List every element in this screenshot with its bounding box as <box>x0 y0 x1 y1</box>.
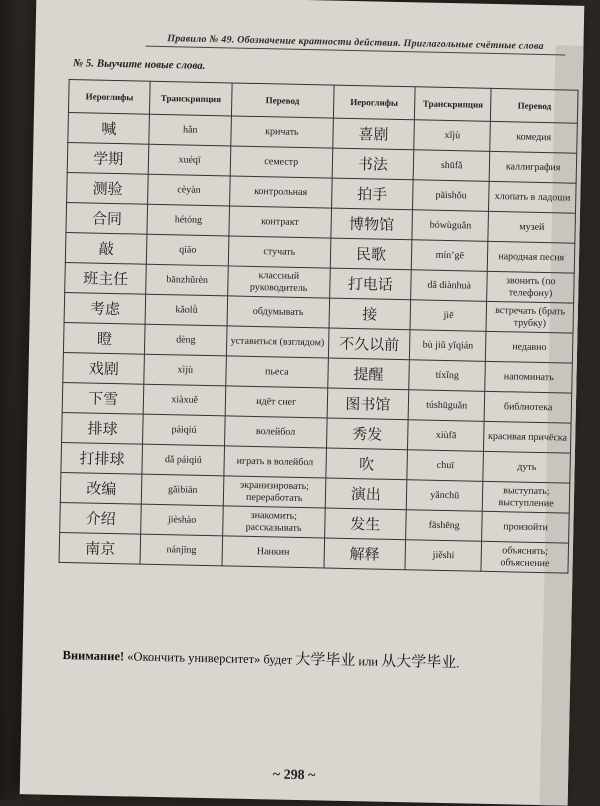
translation-cell: семестр <box>230 146 332 178</box>
hanzi-cell: 测验 <box>67 173 149 205</box>
note-chinese-1: 大学毕业 <box>295 649 356 670</box>
hanzi-cell: 排球 <box>62 412 144 444</box>
hanzi-cell: 敲 <box>65 233 147 265</box>
transcription-cell: jiē <box>410 300 487 332</box>
transcription-cell: xiàxuě <box>144 384 226 416</box>
page-header: Правило № 49. Обозначение кратности действия. Приглагольные счётные слова <box>145 33 565 56</box>
transcription-cell: páiqiú <box>143 414 225 446</box>
attention-note <box>62 643 562 674</box>
translation-cell: выступать; выступление <box>483 481 570 513</box>
transcription-cell: kǎolǜ <box>145 294 227 326</box>
hanzi-cell: 戏剧 <box>63 352 145 384</box>
translation-cell: звонить (по телефону) <box>487 271 574 303</box>
translation-cell: классный руководитель <box>228 266 330 298</box>
hanzi-cell: 合同 <box>66 203 148 235</box>
translation-cell: обдумывать <box>227 296 329 328</box>
hanzi-cell: 发生 <box>324 508 406 540</box>
hanzi-cell: 提醒 <box>327 358 409 390</box>
transcription-cell: tíxǐng <box>409 360 486 392</box>
transcription-cell: hǎn <box>149 114 231 146</box>
translation-cell: волейбол <box>224 416 326 448</box>
hanzi-cell: 解释 <box>324 538 406 570</box>
hanzi-cell: 接 <box>329 298 411 330</box>
attention-label: Внимание! <box>62 648 125 664</box>
translation-cell: играть в волейбол <box>224 446 326 478</box>
transcription-cell: shūfǎ <box>413 150 490 182</box>
hanzi-cell: 博物馆 <box>331 208 413 240</box>
translation-cell: стучать <box>228 236 330 268</box>
transcription-cell: cèyàn <box>148 174 230 206</box>
hanzi-cell: 图书馆 <box>327 388 409 420</box>
transcription-cell: bānzhǔrèn <box>146 264 228 296</box>
translation-cell: недавно <box>486 331 573 363</box>
column-header: Иероглифы <box>68 80 150 115</box>
hanzi-cell: 打电话 <box>329 268 411 300</box>
column-header: Перевод <box>491 88 578 123</box>
transcription-cell: gǎibiān <box>142 474 224 506</box>
translation-cell: идёт снег <box>225 386 327 418</box>
transcription-cell: yǎnchū <box>406 480 483 512</box>
hanzi-cell: 南京 <box>59 532 141 564</box>
hanzi-cell: 班主任 <box>65 263 147 295</box>
translation-cell: народная песня <box>488 241 575 273</box>
hanzi-cell: 下雪 <box>62 382 144 414</box>
translation-cell: контрольная <box>229 176 331 208</box>
hanzi-cell: 喊 <box>68 113 150 145</box>
column-header: Перевод <box>231 83 333 118</box>
column-header: Транскрипция <box>150 81 232 116</box>
translation-cell: каллиграфия <box>490 151 577 183</box>
translation-cell: хлопать в ладоши <box>489 181 576 213</box>
hanzi-cell: 秀发 <box>326 418 408 450</box>
note-or: или <box>355 654 382 669</box>
hanzi-cell: 介绍 <box>60 502 142 534</box>
translation-cell: красивая причёска <box>484 421 571 453</box>
book-page <box>20 0 585 806</box>
translation-cell: напоминать <box>485 361 572 393</box>
note-end: . <box>456 656 460 671</box>
transcription-cell: túshūguǎn <box>408 390 485 422</box>
hanzi-cell: 不久以前 <box>328 328 410 360</box>
hanzi-cell: 瞪 <box>63 323 145 355</box>
transcription-cell: nánjīng <box>140 534 222 566</box>
transcription-cell: jièshào <box>141 504 223 536</box>
transcription-cell: mín’gē <box>411 240 488 272</box>
hanzi-cell: 打排球 <box>61 442 143 474</box>
transcription-cell: bówùguǎn <box>412 210 489 242</box>
column-header: Транскрипция <box>415 87 492 122</box>
transcription-cell: pāishǒu <box>413 180 490 212</box>
note-chinese-2: 从大学毕业 <box>381 651 457 672</box>
translation-cell: библиотека <box>485 391 572 423</box>
hanzi-cell: 喜剧 <box>332 118 414 150</box>
translation-cell: объяснять; объяснение <box>481 541 568 573</box>
hanzi-cell: 学期 <box>67 143 149 175</box>
translation-cell: дуть <box>483 451 570 483</box>
hanzi-cell: 改编 <box>60 472 142 504</box>
hanzi-cell: 吹 <box>326 448 408 480</box>
hanzi-cell: 考虑 <box>64 293 146 325</box>
hanzi-cell: 演出 <box>325 478 407 510</box>
translation-cell: Нанкин <box>222 536 324 568</box>
column-header: Иероглифы <box>333 85 415 120</box>
translation-cell: экранизировать; переработать <box>223 476 325 508</box>
page-number: ~ 298 ~ <box>272 767 316 784</box>
hanzi-cell: 书法 <box>332 148 414 180</box>
translation-cell: знакомить; рассказывать <box>223 506 325 538</box>
transcription-cell: xuéqī <box>149 144 231 176</box>
transcription-cell: fāshēng <box>406 510 483 542</box>
translation-cell: уставиться (взглядом) <box>226 326 328 358</box>
hanzi-cell: 拍手 <box>331 178 413 210</box>
translation-cell: музей <box>488 211 575 243</box>
translation-cell: комедия <box>490 121 577 153</box>
transcription-cell: chuī <box>407 450 484 482</box>
transcription-cell: xìjù <box>144 354 226 386</box>
transcription-cell: dèng <box>145 324 227 356</box>
transcription-cell: bù jiǔ yǐqián <box>409 330 486 362</box>
transcription-cell: hétóng <box>147 204 229 236</box>
translation-cell: встречать (брать трубку) <box>486 301 573 333</box>
translation-cell: пьеса <box>226 356 328 388</box>
transcription-cell: dǎ páiqiú <box>142 444 224 476</box>
transcription-cell: qiāo <box>147 234 229 266</box>
translation-cell: кричать <box>231 116 333 148</box>
transcription-cell: dǎ diànhuà <box>411 270 488 302</box>
vocabulary-table <box>59 79 579 574</box>
transcription-cell: xiùfā <box>408 420 485 452</box>
transcription-cell: xǐjù <box>414 120 491 152</box>
translation-cell: произойти <box>482 511 569 543</box>
hanzi-cell: 民歌 <box>330 238 412 270</box>
note-text: «Окончить университет» будет <box>123 649 296 667</box>
translation-cell: контракт <box>229 206 331 238</box>
exercise-title: № 5. Выучите новые слова. <box>72 57 206 72</box>
transcription-cell: jiěshi <box>405 540 482 572</box>
